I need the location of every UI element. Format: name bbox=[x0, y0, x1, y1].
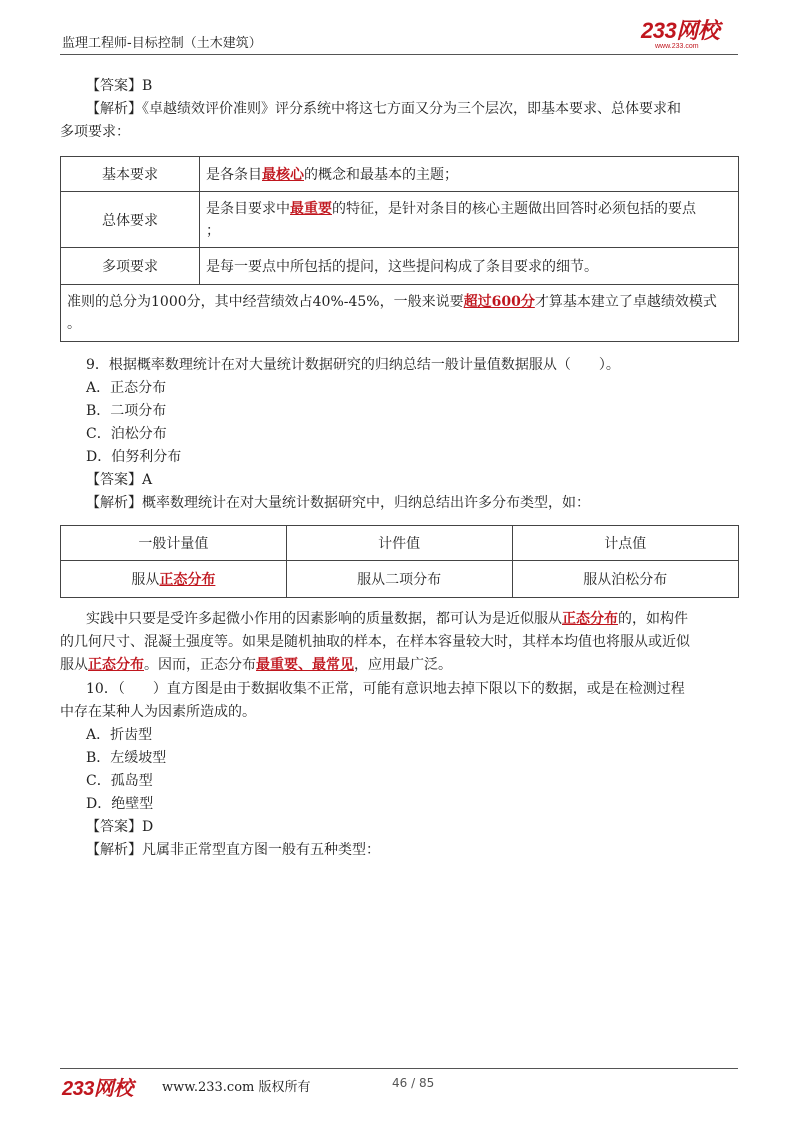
highlight-term: 正态分布 bbox=[88, 657, 144, 673]
q9-option-a: A．正态分布 bbox=[86, 380, 167, 396]
q10-answer: 【答案】D bbox=[86, 819, 154, 835]
highlight-term: 最核心 bbox=[262, 167, 304, 183]
header-title: 监理工程师-目标控制（土木建筑） bbox=[62, 36, 262, 51]
table-header-row bbox=[61, 526, 739, 561]
q10-analysis-label: 【解析】 bbox=[86, 842, 142, 858]
level-desc: 是各条目最核心的概念和最基本的主题； bbox=[200, 157, 739, 192]
highlight-term: 最重要 bbox=[290, 200, 332, 217]
table-row bbox=[61, 285, 739, 342]
q9-stem: 9．根据概率数理统计在对大量统计数据研究的归纳总结一般计量值数据服从（ ）。 bbox=[86, 357, 620, 373]
column-header: 计件值 bbox=[286, 526, 512, 561]
table-row bbox=[61, 157, 739, 192]
highlight-term: 正态分布 bbox=[562, 611, 618, 627]
table-cell: 服从正态分布 bbox=[61, 561, 287, 598]
logo-url: www.233.com bbox=[655, 43, 699, 50]
level-name: 总体要求 bbox=[61, 192, 200, 248]
q10-analysis-text: 凡属非正常型直方图一般有五种类型： bbox=[142, 842, 380, 858]
q10-stem-line1: 10．（ ）直方图是由于数据收集不正常，可能有意识地去掉下限以下的数据，或是在检测过程 bbox=[86, 681, 685, 697]
q8-answer: 【答案】B bbox=[86, 78, 153, 94]
footer-copyright: www.233.com 版权所有 bbox=[162, 1080, 311, 1095]
logo-text: 233网校 bbox=[641, 18, 720, 43]
footer-divider bbox=[60, 1068, 738, 1069]
table-row bbox=[61, 192, 739, 248]
header-divider bbox=[60, 54, 738, 55]
q9-analysis-text: 概率数理统计在对大量统计数据研究中，归纳总结出许多分布类型，如： bbox=[142, 495, 590, 511]
q9-option-d: D．伯努利分布 bbox=[86, 449, 182, 465]
page-number: 46 / 85 bbox=[392, 1076, 435, 1090]
q10-option-d: D．绝壁型 bbox=[86, 796, 154, 812]
highlight-term: 超过600分 bbox=[463, 294, 535, 310]
q10-stem-line2: 中存在某种人为因素所造成的。 bbox=[60, 704, 256, 720]
table-row bbox=[61, 561, 739, 598]
q8-analysis-text: 《卓越绩效评价准则》评分系统中将这七方面又分为三个层次，即基本要求、总体要求和 bbox=[142, 101, 681, 117]
q9-answer: 【答案】A bbox=[86, 472, 153, 488]
q9-option-c: C．泊松分布 bbox=[86, 426, 167, 442]
q8-analysis-cont: 多项要求： bbox=[60, 124, 130, 140]
column-header: 一般计量值 bbox=[61, 526, 287, 561]
table-note: 准则的总分为1000分，其中经营绩效占40%-45%，一般来说要超过600分才算基本建立了卓越绩效模式 。 bbox=[61, 285, 739, 342]
brand-logo[interactable] bbox=[641, 20, 736, 52]
q9-option-b: B．二项分布 bbox=[86, 403, 167, 419]
table-cell: 服从泊松分布 bbox=[512, 561, 738, 598]
highlight-term: 最重要、最常见 bbox=[256, 657, 354, 673]
q10-option-b: B．左缓坡型 bbox=[86, 750, 167, 766]
q8-analysis bbox=[86, 100, 681, 118]
q8-analysis-label: 【解析】 bbox=[86, 101, 142, 117]
q10-option-c: C．孤岛型 bbox=[86, 773, 153, 789]
q10-analysis bbox=[86, 841, 380, 859]
level-desc: 是每一要点中所包括的提问，这些提问构成了条目要求的细节。 bbox=[200, 248, 739, 285]
table-cell: 服从二项分布 bbox=[286, 561, 512, 598]
table-row bbox=[61, 248, 739, 285]
level-name: 多项要求 bbox=[61, 248, 200, 285]
q10-option-a: A．折齿型 bbox=[86, 727, 153, 743]
footer-logo[interactable]: 233网校 bbox=[62, 1078, 133, 1100]
highlight-term: 正态分布 bbox=[159, 572, 216, 588]
q9-para-line3: 服从正态分布。因而，正态分布最重要、最常见，应用最广泛。 bbox=[60, 657, 452, 673]
q9-analysis bbox=[86, 494, 590, 512]
level-name: 基本要求 bbox=[61, 157, 200, 192]
column-header: 计点值 bbox=[512, 526, 738, 561]
q9-para-line1: 实践中只要是受许多起微小作用的因素影响的质量数据，都可认为是近似服从正态分布的，如构件 bbox=[86, 611, 688, 627]
q9-distribution-table bbox=[60, 525, 739, 598]
q9-para-line2: 的几何尺寸、混凝土强度等。如果是随机抽取的样本，在样本容量较大时，其样本均值也将服从或近似 bbox=[60, 634, 690, 650]
q9-analysis-label: 【解析】 bbox=[86, 495, 142, 511]
q8-levels-table bbox=[60, 156, 739, 342]
level-desc: 是条目要求中最重要的特征，是针对条目的核心主题做出回答时必须包括的要点 ； bbox=[200, 192, 739, 248]
